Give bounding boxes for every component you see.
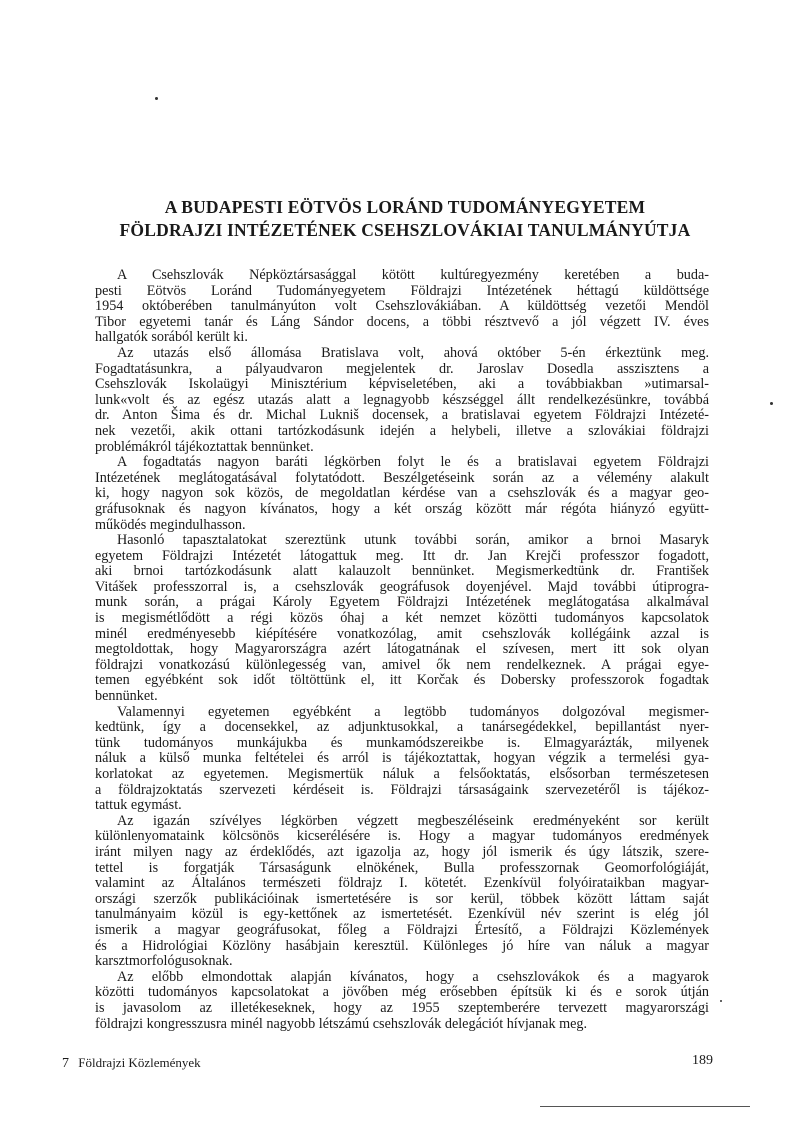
body-line: kedtünk, így a docensekkel, az adjunktusokkal, a tanársegédekkel, bepillantást nyer- xyxy=(95,719,709,736)
body-line: Valamennyi egyetemen egyébként a legtöbb tudományos dolgozóval megismer- xyxy=(117,703,709,720)
body-line: megtoldottak, hogy Magyarországra azért látogatnának el szívesen, mert itt sok olyan xyxy=(95,641,709,658)
body-line: problémákról tájékoztattak bennünket. xyxy=(95,438,314,455)
body-line: náluk a külső munka feltételei és arról is tájékoztattak, hogyan végzik a termelési gya- xyxy=(95,750,709,767)
body-line: ki, hogy nagyon sok közös, de megoldatlan kérdése van a csehszlovák és a magyar geo- xyxy=(95,485,709,502)
body-line: Az igazán szívélyes légkörben végzett megbeszéléseink eredményeként sor került xyxy=(117,812,709,829)
body-line: ismerik a magyar geográfusokat, főleg a Földrajzi Értesítő, a Földrajzi Közlemények xyxy=(95,921,709,938)
body-line: gráfusoknak és nagyon kívánatos, hogy a két ország között már régóta hiányzó együtt- xyxy=(95,500,709,517)
body-line: Fogadtatásunkra, a pályaudvaron megjelentek dr. Jaroslav Dosedla asszisztens a xyxy=(95,360,709,377)
body-line: egyetem Földrajzi Intézetét látogattuk meg. Itt dr. Jan Krejči professzor fogadott, xyxy=(95,547,709,564)
footer-journal-name: Földrajzi Közlemények xyxy=(78,1055,201,1070)
speck xyxy=(155,97,158,100)
title-line-2: FÖLDRAJZI INTÉZETÉNEK CSEHSZLOVÁKIAI TANULMÁNYÚTJA xyxy=(119,220,691,240)
body-line: karsztmorfológusoknak. xyxy=(95,953,233,970)
footer-journal xyxy=(62,1055,201,1072)
body-line: bennünket. xyxy=(95,688,158,705)
body-line: korlatokat az egyetemen. Megismertük náluk a felsőoktatás, elsősorban természetesen xyxy=(95,766,709,782)
body-line: A Csehszlovák Népköztársasággal kötött kultúregyezmény keretében a buda- xyxy=(117,267,709,283)
body-line: is javasolom az illetékeseknek, hogy az 1955 szeptemberére tervezett magyarországi xyxy=(95,999,709,1016)
body-line: is megismétlődött a régi közös óhaj a két nemzet közötti tudományos kapcsolatok xyxy=(95,610,709,627)
body-line: tanulmányaim közül is egy-kettőnek az ismertetését. Ezenkívül név szerint is elég jól xyxy=(95,906,709,923)
body-line: a földrajzoktatás szervezeti kérdéseit is. Földrajzi társaságaink szervezetéről is tájékoz- xyxy=(95,781,709,798)
body-line: országi szerzők publikációinak ismertetésére is sor kerül, többek között láttam saját xyxy=(95,890,709,907)
speck xyxy=(720,1000,722,1002)
article-body xyxy=(95,268,709,1032)
body-line: valamint az Általános természeti földrajz I. kötetét. Ezenkívül folyóirataikban magyar- xyxy=(95,875,709,892)
body-line: Intézetének meglátogatásával folytatódott. Beszélgetéseink során az a vélemény alakult xyxy=(95,469,709,486)
body-line: nek vezetői, akik ottani tartózkodásunk idején a helybeli, illetve a szlovákiai földrajzi xyxy=(95,422,709,439)
body-line: A fogadtatás nagyon baráti légkörben folyt le és a bratislavai egyetem Földrajzi xyxy=(117,454,709,471)
body-line: tettel is forgatják Társaságunk elnökének, Bulla professzornak Geomorfológiáját, xyxy=(95,859,709,876)
body-line: Az utazás első állomása Bratislava volt, ahová október 5-én érkeztünk meg. xyxy=(117,344,709,361)
body-line: földrajzi vonatkozású különlegesség van, amivel ők nem rendelkeznek. A prágai egye- xyxy=(95,656,709,673)
body-line: Hasonló tapasztalatokat szereztünk utunk további során, amikor a brnoi Masaryk xyxy=(117,532,709,549)
body-line: dr. Anton Šima és dr. Michal Lukniš docensek, a bratislavai egyetem Földrajzi Intézeté- xyxy=(95,407,709,424)
title-line-1: A BUDAPESTI EÖTVÖS LORÁND TUDOMÁNYEGYETEM xyxy=(164,197,646,217)
body-line: 1954 októberében tanulmányúton volt Csehszlovákiában. A küldöttség vezetői Mendöl xyxy=(95,298,709,315)
body-line: munk során, a prágai Károly Egyetem Földrajzi Intézetének meglátogatása alkalmával xyxy=(95,594,709,611)
body-line: közötti tudományos kapcsolatokat a jövőben még erősebben építsük ki és e sorok útján xyxy=(95,984,709,1001)
body-line: Tibor egyetemi tanár és Láng Sándor docens, a többi résztvevő a jól végzett IV. éves xyxy=(95,313,709,330)
body-line: pesti Eötvös Loránd Tudományegyetem Földrajzi Intézetének héttagú küldöttsége xyxy=(95,282,709,299)
body-line: aki brnoi tartózkodásunk alatt kalauzolt bennünket. Megismerkedtünk dr. František xyxy=(95,563,709,580)
body-line: Csehszlovák Iskolaügyi Minisztérium képviseletében, aki a továbbiakban »utimarsal- xyxy=(95,376,709,393)
body-line: minél eredményesebb kiépítésére vonatkozólag, amit csehszlovák kollégáink azzal is xyxy=(95,625,709,642)
body-line: tattuk egymást. xyxy=(95,797,182,814)
body-line: földrajzi kongresszusra minél nagyobb létszámú csehszlovák delegációt hívjanak meg. xyxy=(95,1015,588,1032)
body-line: lunk«volt és az egész utazás alatt a legnagyobb készséggel állt rendelkezésünkre, továbbá xyxy=(95,391,709,408)
body-line: Az előbb elmondottak alapján kívánatos, hogy a csehszlovákok és a magyarok xyxy=(117,968,709,985)
body-line: különlenyomataink kölcsönös kicserélésére is. Hogy a magyar tudományos eredmények xyxy=(95,828,709,845)
footer-signature-number: 7 xyxy=(62,1056,69,1071)
body-line: temen egyébként sok időt töltöttünk el, itt Korčak és Dobersky professzorok fogadtak xyxy=(95,672,709,689)
speck xyxy=(770,402,773,405)
body-line: és a Hidrológiai Közlöny hasábjain keresztül. Különleges jó híre van náluk a magyar xyxy=(95,937,709,954)
body-line: tünk tudományos munkájukba és munkamódszereikbe is. Elmagyarázták, milyenek xyxy=(95,734,709,751)
body-line: iránt milyen nagy az érdeklődés, azt igazolja az, hogy jól ismerik és úgy látszik, szere- xyxy=(95,843,709,860)
body-line: Vitášek professzorral is, a csehszlovák geográfusok doyenjével. Majd további útiprogra- xyxy=(95,578,709,595)
body-line: hallgatók sorából került ki. xyxy=(95,329,248,346)
article-title xyxy=(60,196,750,242)
page-number: 189 xyxy=(692,1053,713,1068)
body-line: működés megindulhasson. xyxy=(95,516,246,533)
bottom-rule xyxy=(540,1106,750,1107)
